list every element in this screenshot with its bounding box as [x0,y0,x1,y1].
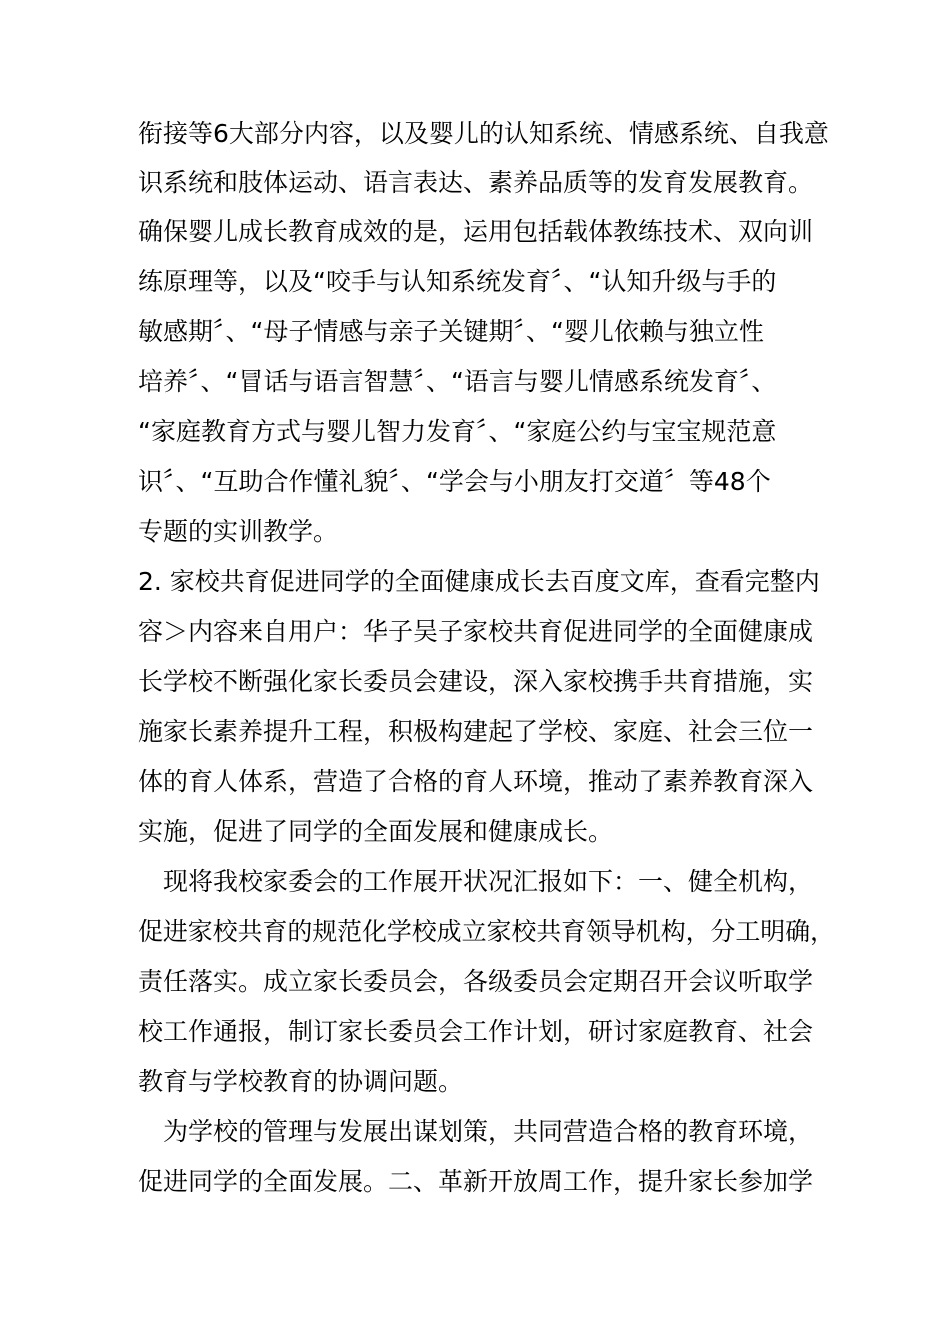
paragraph-3-line: 责任落实。成立家长委员会，各级委员会定期召开会议听取学 [138,967,814,996]
paragraph-1-line: 识〞、“互助合作懂礼貌〞、“学会与小朋友打交道〞等48个 [138,467,771,496]
paragraph-1-line: 识系统和肢体运动、语言表达、素养品质等的发育发展教育。 [138,168,814,197]
paragraph-2-line: 实施，促进了同学的全面发展和健康成长。 [138,817,614,846]
paragraph-1-line: 练原理等，以及“咬手与认知系统发育〞、“认知升级与手的 [138,267,777,296]
paragraph-2-line: 2. 家校共育促进同学的全面健康成长去百度文库，查看完整内 [138,567,820,596]
paragraph-1-line: 确保婴儿成长教育成效的是，运用包括载体教练技术、双向训 [138,217,814,246]
paragraph-1-line: 专题的实训教学。 [138,517,339,546]
paragraph-3-line: 校工作通报，制订家长委员会工作计划，研讨家庭教育、社会 [138,1017,814,1046]
paragraph-2-line: 容＞内容来自用户：华子吴子家校共育促进同学的全面健康成 [138,617,814,646]
paragraph-1-line: 敏感期〞、“母子情感与亲子关键期〞、“婴儿依赖与独立性 [138,317,764,346]
paragraph-1-line: 培养〞、“冒话与语言智慧〞、“语言与婴儿情感系统发育〞、 [138,367,777,396]
paragraph-1-line: 衔接等6大部分内容，以及婴儿的认知系统、情感系统、自我意 [138,119,829,148]
paragraph-2-line: 体的育人体系，营造了合格的育人环境，推动了素养教育深入 [138,767,814,796]
paragraph-4-line: 促进同学的全面发展。二、革新开放周工作，提升家长参加学 [138,1167,814,1196]
paragraph-2-line: 施家长素养提升工程，积极构建起了学校、家庭、社会三位一 [138,717,814,746]
paragraph-4-line: 为学校的管理与发展出谋划策，共同营造合格的教育环境， [163,1117,814,1146]
paragraph-3-line: 促进家校共育的规范化学校成立家校共育领导机构，分工明确， [138,917,835,946]
paragraph-3-line: 现将我校家委会的工作展开状况汇报如下：一、健全机构， [163,867,814,896]
paragraph-2-line: 长学校不断强化家长委员会建设，深入家校携手共育措施，实 [138,667,814,696]
paragraph-3-line: 教育与学校教育的协调问题。 [138,1067,464,1096]
paragraph-1-line: “家庭教育方式与婴儿智力发育〞、“家庭公约与宝宝规范意 [138,417,777,446]
